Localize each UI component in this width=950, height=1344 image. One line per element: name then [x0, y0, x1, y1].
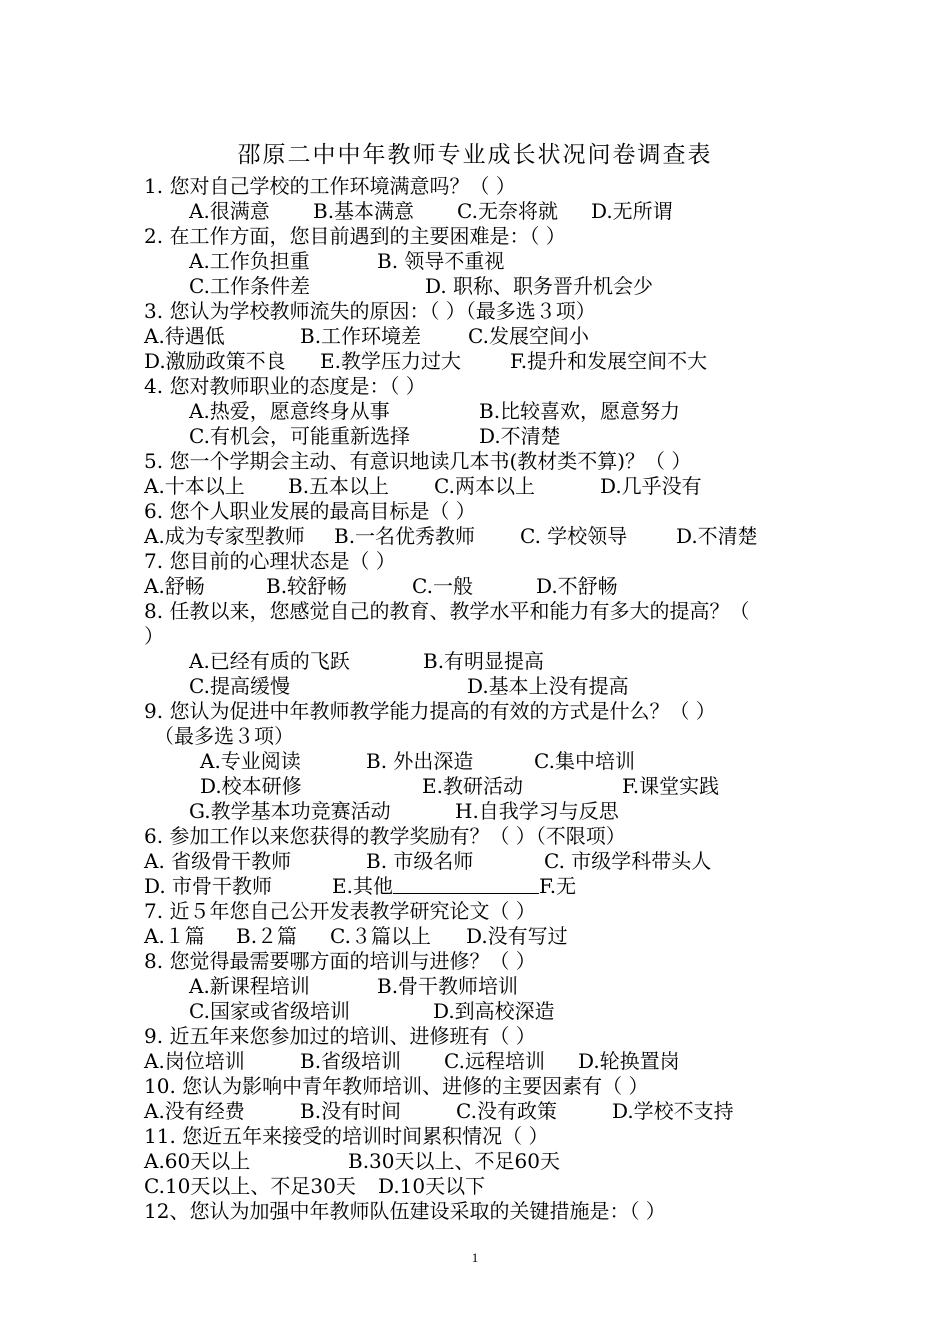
option: E.教学压力过大 — [320, 349, 461, 373]
question-9-options-row2 — [144, 774, 824, 799]
fill-in-blank[interactable] — [393, 875, 539, 894]
option: B.比较喜欢，愿意努力 — [479, 399, 681, 423]
option: C.发展空间小 — [468, 324, 589, 348]
option: D.轮换置岗 — [578, 1049, 680, 1073]
option: A.１篇 — [144, 924, 205, 948]
option: A.工作负担重 — [189, 249, 310, 273]
option: C. 学校领导 — [520, 524, 628, 548]
option: C.一般 — [412, 574, 473, 598]
option: D. 市骨干教师 — [144, 874, 273, 898]
option: B. 领导不重视 — [377, 249, 505, 273]
question-4: 4. 您对教师职业的态度是：（ ） — [144, 374, 426, 398]
option: B.没有时间 — [300, 1099, 402, 1123]
option: A.很满意 — [189, 199, 270, 223]
question-4-options-row1 — [144, 399, 824, 424]
question-9-options-row1 — [144, 749, 824, 774]
question-10: 10. 您认为影响中青年教师培训、进修的主要因素有（ ） — [144, 1074, 649, 1098]
question-2-options-row1 — [144, 249, 824, 274]
page-number: 1 — [471, 1250, 479, 1265]
option: A.舒畅 — [144, 574, 205, 598]
question-3: 3. 您认为学校教师流失的原因：（ ）（最多选３项） — [144, 299, 596, 323]
questionnaire-body — [144, 174, 824, 1224]
option: C.工作条件差 — [189, 274, 310, 298]
option: A.已经有质的飞跃 — [189, 649, 350, 673]
option: B.骨干教师培训 — [377, 974, 519, 998]
option: C.３篇以上 — [330, 924, 431, 948]
option: F.无 — [538, 874, 577, 898]
option: A.没有经费 — [144, 1099, 245, 1123]
option: C. 市级学科带头人 — [544, 849, 712, 873]
question-5: 5. 您一个学期会主动、有意识地读几本书(教材类不算)？（ ） — [144, 449, 692, 473]
option: E.教研活动 — [422, 774, 523, 798]
option: A.专业阅读 — [200, 749, 301, 773]
question-9b: 9. 近五年来您参加过的培训、进修班有（ ） — [144, 1024, 536, 1048]
option: D.到高校深造 — [433, 999, 555, 1023]
option: D.不舒畅 — [536, 574, 618, 598]
option: D.不清楚 — [479, 424, 561, 448]
option: C.有机会，可能重新选择 — [189, 424, 410, 448]
question-6-options — [144, 524, 824, 549]
question-8b-options-row1 — [144, 974, 824, 999]
option: A.60天以上 — [144, 1149, 251, 1173]
option: C.远程培训 — [444, 1049, 545, 1073]
option: B.30天以上、不足60天 — [348, 1149, 560, 1173]
question-9b-options — [144, 1049, 824, 1074]
question-9: 9. 您认为促进中年教师教学能力提高的有效的方式是什么？（ ） — [144, 699, 716, 723]
option: B. 市级名师 — [366, 849, 474, 873]
question-4-options-row2 — [144, 424, 824, 449]
option: F.提升和发展空间不大 — [510, 349, 708, 373]
option: D.无所谓 — [591, 199, 673, 223]
question-5-options — [144, 474, 824, 499]
option: D.基本上没有提高 — [467, 674, 629, 698]
option: C.无奈将就 — [457, 199, 558, 223]
option: A. 省级骨干教师 — [144, 849, 292, 873]
option: D. 职称、职务晋升机会少 — [425, 274, 654, 298]
question-3-options-row1 — [144, 324, 824, 349]
question-3-options-row2 — [144, 349, 824, 374]
option: D.不清楚 — [676, 524, 758, 548]
question-7: 7. 您目前的心理状态是（ ） — [144, 549, 396, 573]
option: D.激励政策不良 — [144, 349, 286, 373]
option: B.工作环境差 — [300, 324, 422, 348]
option: A.新课程培训 — [189, 974, 310, 998]
option: H.自我学习与反思 — [455, 799, 619, 823]
question-2: 2. 在工作方面，您目前遇到的主要困难是：（ ） — [144, 224, 566, 248]
question-6b-options-row1 — [144, 849, 824, 874]
option: B.省级培训 — [300, 1049, 402, 1073]
option: A.成为专家型教师 — [144, 524, 305, 548]
option: A.热爱，愿意终身从事 — [189, 399, 390, 423]
question-7b: 7. 近５年您自己公开发表教学研究论文（ ） — [144, 899, 536, 923]
question-9-options-row3 — [144, 799, 824, 824]
option: C.国家或省级培训 — [189, 999, 350, 1023]
option: D.学校不支持 — [612, 1099, 734, 1123]
option: D.10天以下 — [378, 1174, 486, 1198]
question-8-options-row1 — [144, 649, 824, 674]
option: A.待遇低 — [144, 324, 225, 348]
option: D.校本研修 — [200, 774, 302, 798]
question-11-options-row2 — [144, 1174, 824, 1199]
option: G.教学基本功竞赛活动 — [189, 799, 391, 823]
option: B. 外出深造 — [366, 749, 474, 773]
option: A.岗位培训 — [144, 1049, 245, 1073]
option: B.五本以上 — [288, 474, 390, 498]
option: B.较舒畅 — [266, 574, 348, 598]
option: B.一名优秀教师 — [334, 524, 476, 548]
question-2-options-row2 — [144, 274, 824, 299]
question-8-options-row2 — [144, 674, 824, 699]
question-7-options — [144, 574, 824, 599]
question-1-options — [144, 199, 824, 224]
question-10-options — [144, 1099, 824, 1124]
question-7b-options — [144, 924, 824, 949]
question-12: 12、您认为加强中年教师队伍建设采取的关键措施是：（ ） — [144, 1199, 666, 1223]
option: B.２篇 — [236, 924, 298, 948]
option: C.没有政策 — [456, 1099, 557, 1123]
question-6: 6. 您个人职业发展的最高目标是（ ） — [144, 499, 476, 523]
option: A.十本以上 — [144, 474, 245, 498]
option: F.课堂实践 — [622, 774, 720, 798]
option: D.没有写过 — [466, 924, 568, 948]
question-8b-options-row2 — [144, 999, 824, 1024]
page-title: 邵原二中中年教师专业成长状况问卷调查表 — [237, 142, 713, 168]
option: B.基本满意 — [313, 199, 415, 223]
question-11-options-row1 — [144, 1149, 824, 1174]
question-8: 8. 任教以来，您感觉自己的教育、教学水平和能力有多大的提高？（ — [144, 599, 750, 623]
question-8b: 8. 您觉得最需要哪方面的培训与进修？（ ） — [144, 949, 536, 973]
option: C.提高缓慢 — [189, 674, 290, 698]
question-11: 11. 您近五年来接受的培训时间累积情况（ ） — [144, 1124, 549, 1148]
option: D.几乎没有 — [600, 474, 702, 498]
option: E.其他 — [332, 874, 393, 898]
question-6b-options-row2 — [144, 874, 824, 899]
question-1: 1. 您对自己学校的工作环境满意吗？（ ） — [144, 174, 516, 198]
option: C.集中培训 — [534, 749, 635, 773]
question-9-continued: （最多选３项） — [154, 724, 294, 748]
option: B.有明显提高 — [423, 649, 545, 673]
option: C.两本以上 — [434, 474, 535, 498]
question-8-continued: ） — [144, 624, 164, 648]
question-6b: 6. 参加工作以来您获得的教学奖励有？（ ）（不限项） — [144, 824, 626, 848]
option: C.10天以上、不足30天 — [144, 1174, 356, 1198]
